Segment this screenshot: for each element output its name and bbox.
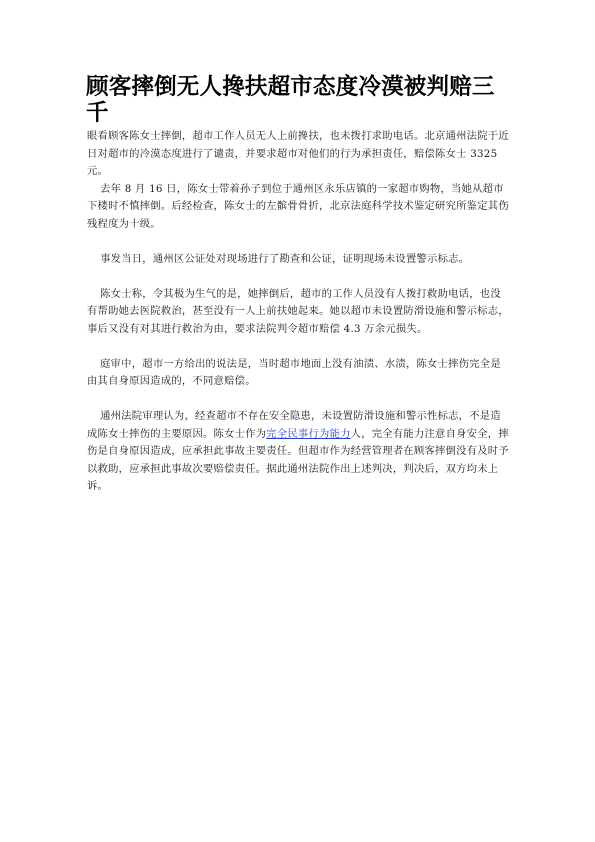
paragraph-5-text-after: 人，完全有能力注意自身安全，摔伤是自身原因造成，应承担此事故主要责任。但超市作为经营管理者在顾客摔倒没有及时予以救助，应承担此事故次要赔偿责任。据此通州法院作出上述判决，判决后，双方均未上诉。 — [87, 427, 509, 492]
paragraph-4: 庭审中，超市一方给出的说法是，当时超市地面上没有油渍、水渍，陈女士摔伤完全是由其自身原因造成的，不同意赔偿。 — [87, 357, 501, 387]
paragraph-3: 陈女士称，令其极为生气的是，她摔倒后，超市的工作人员没有人拨打救助电话，也没有帮助她去医院救治，甚至没有一人上前扶她起来。她以超市未设置防滑设施和警示标志，事后又没有对其进行救治为由，要求法院判令超市赔偿 4.3 万余元损失。 — [87, 287, 509, 335]
article-body — [87, 128, 511, 496]
paragraph-2: 事发当日，通州区公证处对现场进行了勘查和公证，证明现场未设置警示标志。 — [100, 252, 470, 265]
lead-paragraph: 眼看顾客陈女士摔倒，超市工作人员无人上前搀扶，也未拨打求助电话。北京通州法院于近日对超市的冷漠态度进行了谴责，并要求超市对他们的行为承担责任，赔偿陈女士 3325 元。 — [87, 130, 509, 177]
article-title: 顾客摔倒无人搀扶超市态度冷漠被判赔三千 — [86, 74, 495, 126]
paragraph-5 — [87, 408, 511, 496]
legal-capacity-link[interactable]: 完全民事行为能力 — [266, 427, 351, 440]
paragraph-5-text-before: 通州法院审理认为，经查超市不存在安全隐患，未设置防滑设施和警示性标志，不是造成陈女士摔伤的主要原因。陈女士作为 — [87, 410, 501, 440]
paragraph-1: 去年 8 月 16 日，陈女士带着孙子到位于通州区永乐店镇的一家超市购物，当她从超市下楼时不慎摔倒。后经检查，陈女士的左髌骨骨折，北京法庭科学技术鉴定研究所鉴定其伤残程度为十级。 — [87, 182, 509, 230]
